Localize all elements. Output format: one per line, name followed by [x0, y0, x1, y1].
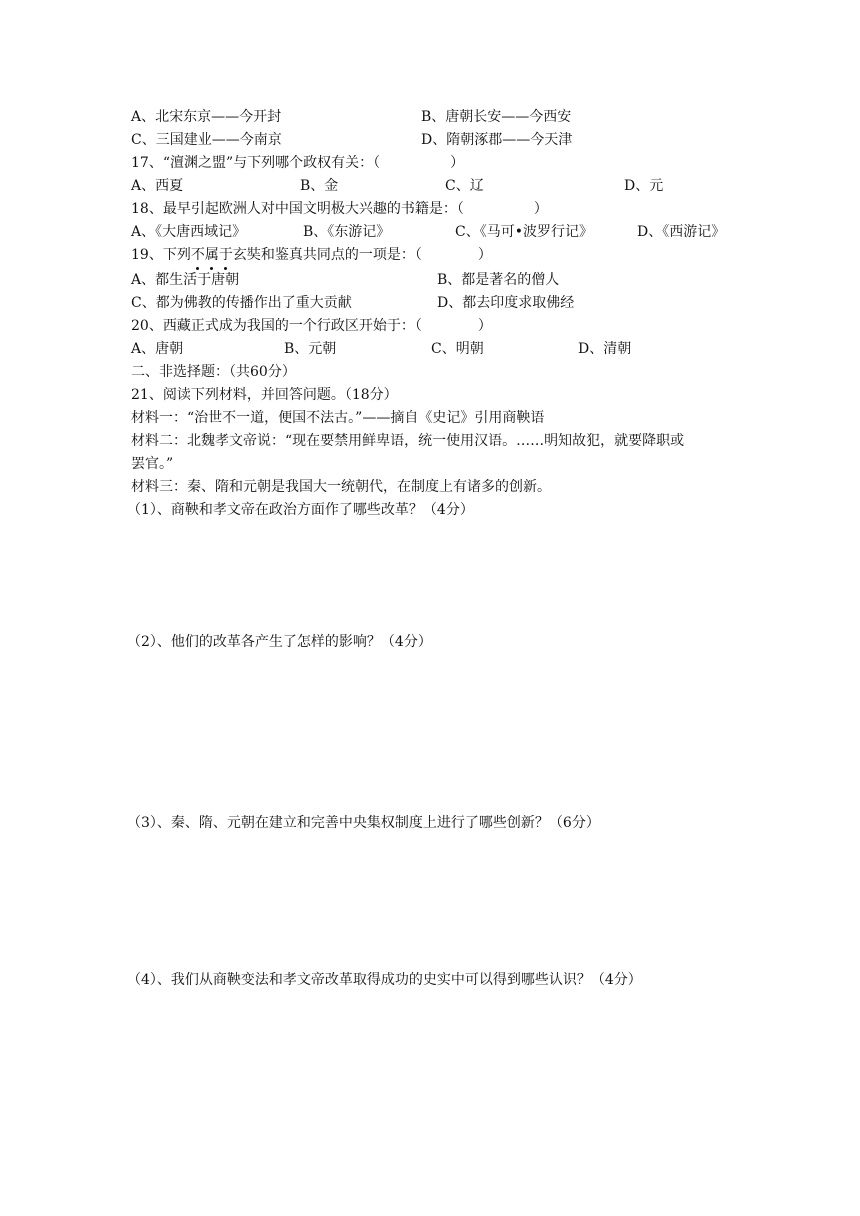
q20-option-c: C、明朝: [431, 341, 484, 357]
q18-stem: 18、最早引起欧洲人对中国文明极大兴趣的书籍是：（ ）: [131, 201, 548, 217]
q19-option-a: A、都生活于唐朝: [131, 272, 240, 288]
material-two-line1: 材料二：北魏孝文帝说：“现在要禁用鲜卑语，统一使用汉语。……明知故犯，就要降职或: [131, 433, 685, 449]
sub-question-4: （4）、我们从商鞅变法和孝文帝改革取得成功的史实中可以得到哪些认识？（4分）: [127, 972, 642, 988]
q18-option-d: D、《西游记》: [637, 224, 726, 240]
q18-option-c: C、《马可•波罗行记》: [455, 224, 593, 240]
material-two-line2: 罢官。”: [131, 456, 174, 472]
material-one: 材料一：“治世不一道，便国不法古。”——摘自《史记》引用商鞅语: [131, 410, 545, 426]
q17-stem: 17、“澶渊之盟”与下列哪个政权有关：（ ）: [131, 155, 465, 171]
q16-option-b: B、唐朝长安——今西安: [421, 109, 572, 125]
q20-option-a: A、唐朝: [131, 341, 184, 357]
sub-question-1: （1）、商鞅和孝文帝在政治方面作了哪些改革？（4分）: [127, 502, 474, 518]
q19-option-b: B、都是著名的僧人: [437, 272, 560, 288]
q17-option-a: A、西夏: [131, 178, 184, 194]
sub-question-2: （2）、他们的改革各产生了怎样的影响？（4分）: [127, 634, 432, 650]
q20-option-b: B、元朝: [284, 341, 337, 357]
q19-option-d: D、都去印度求取佛经: [437, 295, 575, 311]
q16-option-a: A、北宋东京——今开封: [131, 109, 282, 125]
q19-stem-suffix: 玄奘和鉴真共同点的一项是：（ ）: [232, 247, 492, 263]
q19-stem-prefix: 19、下列: [131, 247, 191, 263]
q16-option-d: D、隋朝涿郡——今天津: [421, 132, 573, 148]
q18-option-a: A、《大唐西域记》: [131, 224, 247, 240]
q19-option-c: C、都为佛教的传播作出了重大贡献: [131, 295, 352, 311]
q20-stem: 20、西藏正式成为我国的一个行政区开始于：（ ）: [131, 318, 492, 334]
material-three: 材料三：秦、隋和元朝是我国大一统朝代，在制度上有诸多的创新。: [131, 479, 551, 495]
section-heading: 二、非选择题：（共60分）: [131, 364, 296, 380]
q18-option-b: B、《东游记》: [303, 224, 391, 240]
q19-stem: [131, 245, 492, 265]
q16-option-c: C、三国建业——今南京: [131, 132, 282, 148]
sub-question-3: （3）、秦、隋、元朝在建立和完善中央集权制度上进行了哪些创新？（6分）: [127, 815, 600, 831]
q17-option-c: C、辽: [445, 178, 484, 194]
q19-emphasis-text: 不属于: [190, 247, 233, 263]
q17-option-b: B、金: [300, 178, 339, 194]
q21-stem: 21、阅读下列材料，并回答问题。（18分）: [131, 387, 398, 403]
q17-option-d: D、元: [624, 178, 664, 194]
q19-emphasis-dotted: [191, 247, 233, 263]
q20-option-d: D、清朝: [578, 341, 632, 357]
